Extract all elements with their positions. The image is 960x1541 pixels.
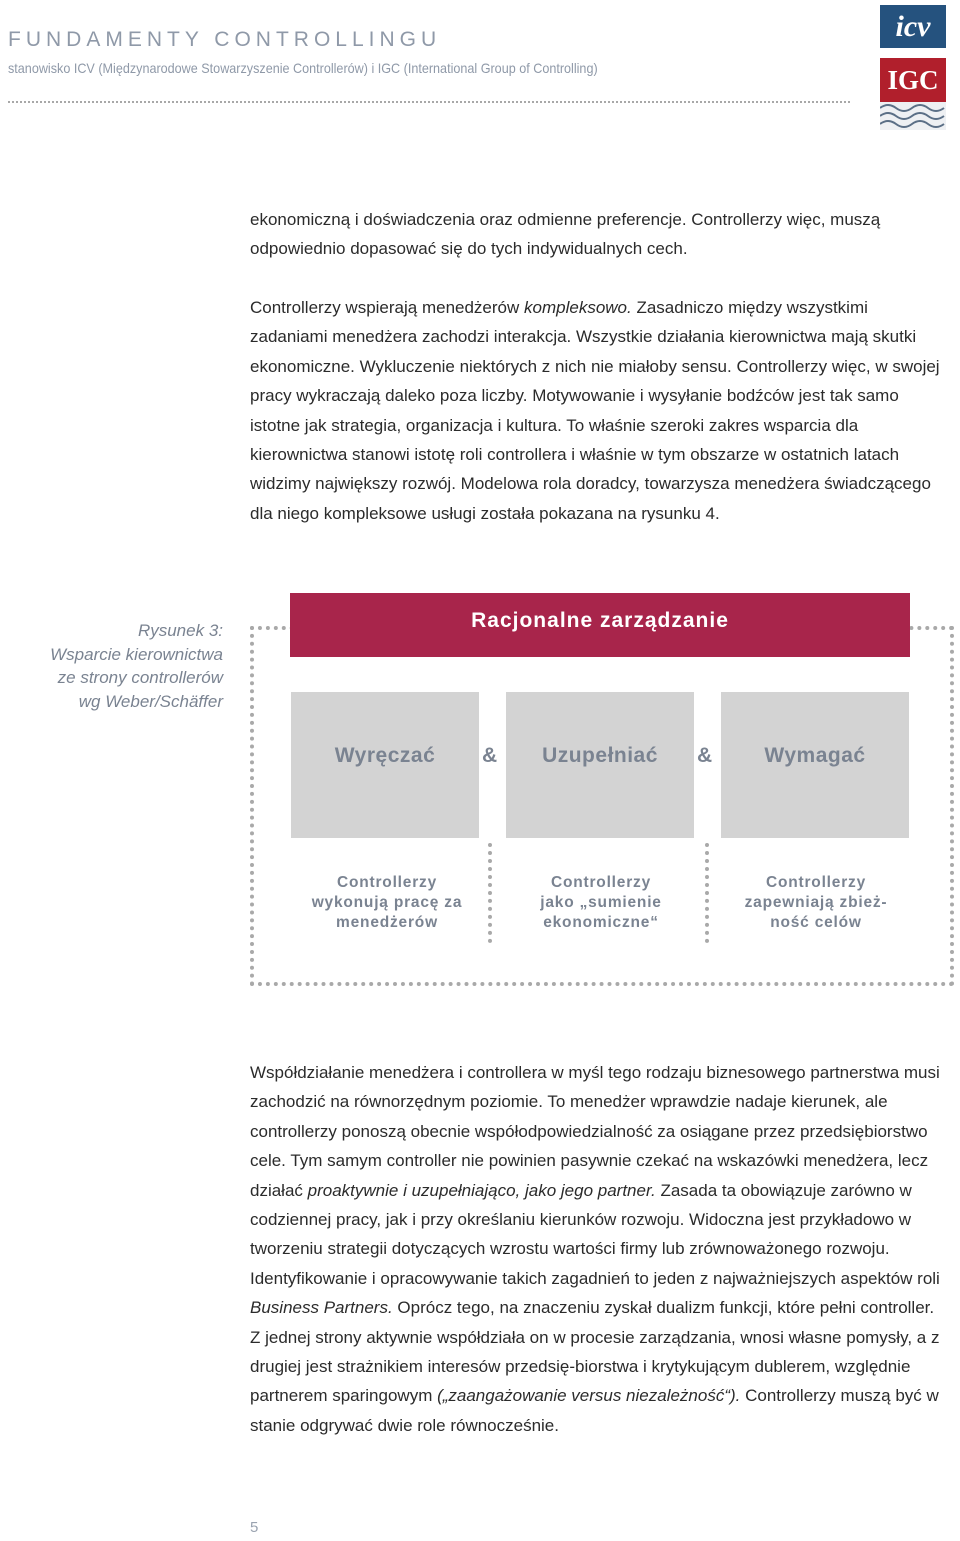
- figure-desc-2-line-1: Controllerzy: [550, 874, 652, 891]
- header-title: FUNDAMENTY CONTROLLINGU: [8, 28, 442, 51]
- figure-desc-1-line-2: wykonują pracę za: [311, 894, 463, 911]
- figure-ampersand-2: &: [697, 744, 713, 767]
- paragraph-3-text-a: Współdziałanie menedżera i controllera w myśl tego rodzaju biznesowego partnerstwa musi zachodzić na równorzędnym poziomie. To menedżer wprawdzie nadaje kierunek, ale controllerzy ponoszą obecnie współodpowiedzialność za osiągane przez przedsiębiorstwo cele. Tym samym controller nie powinien pasywnie czekać na wskazówki menedżera, lecz działać: [250, 1063, 940, 1200]
- figure-divider-2: [705, 843, 709, 943]
- paragraph-2-emphasis: kompleksowo.: [524, 298, 632, 317]
- paragraph-2: [250, 293, 940, 528]
- page-number: 5: [250, 1519, 259, 1536]
- paragraph-3-emphasis-3: („zaangażowanie versus niezależność“).: [437, 1386, 741, 1406]
- paragraph-1: [250, 205, 940, 264]
- figure-caption-line-3: ze strony controllerów: [57, 668, 223, 687]
- figure-ampersand-1: &: [482, 744, 498, 767]
- figure-desc-1-line-1: Controllerzy: [336, 874, 438, 891]
- rope-pattern-icon: [880, 102, 946, 130]
- figure-label-3: Wymagać: [764, 744, 866, 767]
- figure-desc-1-line-3: menedżerów: [336, 914, 438, 931]
- paragraph-3-text-d: Controllerzy muszą być w stanie odgrywać dwie role równocześnie.: [250, 1386, 939, 1435]
- header-subtitle: stanowisko ICV (Międzynarodowe Stowarzyszenie Controllerów) i IGC (International Group of Controlling): [8, 60, 598, 76]
- figure-desc-1: [292, 873, 482, 933]
- figure-desc-2-line-2: jako „sumienie: [540, 894, 662, 911]
- figure-divider-1: [488, 843, 492, 943]
- figure-caption-line-2: Wsparcie kierownictwa: [50, 644, 223, 664]
- figure-desc-3-line-3: ność celów: [770, 914, 862, 931]
- figure-desc-2: [506, 873, 696, 933]
- paragraph-2-text-a: Controllerzy wspierają menedżerów: [250, 298, 525, 317]
- figure-desc-3: [721, 873, 911, 933]
- paragraph-3-text-b: Zasada ta obowiązuje zarówno w codziennej pracy, jak i przy określaniu kierunków rozwoju. Widoczna jest przykładowo w tworzeniu strategii dotyczących wzrostu wartości firmy lub zrównoważonego rozwoju. Identyfikowanie i opracowywanie takich zagadnień to jeden z najważniejszych aspektów roli: [250, 1180, 940, 1288]
- paragraph-3-text-c: Oprócz tego, na znaczeniu zyskał dualizm funkcji, które pełni controller. Z jednej strony aktywnie współdziała on w procesie zarządzania, wnosi własne pomysły, a z drugiej jest strażnikiem interesów przedsię-biorstwa i krytykującym dublerem, względnie partnerem sparingowym: [250, 1298, 940, 1406]
- figure-label-1: Wyręczać: [334, 744, 436, 767]
- figure-caption-line-1: Rysunek 3:: [137, 621, 223, 640]
- figure-caption: [10, 619, 223, 713]
- figure-top-bar: Racjonalne zarządzanie: [290, 593, 910, 657]
- paragraph-2-text-b: Zasadniczo między wszystkimi zadaniami menedżera zachodzi interakcja. Wszystkie działania kierownictwa mają skutki ekonomiczne. Wykluczenie niektórych z nich nie miałoby sensu. Controllerzy więc, w swojej pracy wykraczają daleko poza liczby. Motywowanie i wysyłanie bodźców jest tak samo istotne jak strategia, organizacja i kultura. To właśnie szeroki zakres wsparcia dla kierownictwa stanowi istotę roli controllera i właśnie w tym obszarze w ostatnich latach widzimy największy rozwój. Modelowa rola doradcy, towarzysza menedżera świadczącego dla niego kompleksowe usługi została pokazana na rysunku 4.: [250, 298, 940, 523]
- figure-desc-3-line-2: zapewniają zbież-: [744, 894, 888, 911]
- paragraph-3-emphasis-2: Business Partners.: [250, 1298, 393, 1318]
- figure-desc-3-line-1: Controllerzy: [765, 874, 867, 891]
- header-dotted-rule: [8, 101, 850, 103]
- paragraph-1-text: ekonomiczną i doświadczenia oraz odmienne preferencje. Controllerzy więc, muszą odpowiednio dopasować się do tych indywidualnych cech.: [250, 210, 881, 259]
- paragraph-3: [250, 1058, 940, 1440]
- figure-desc-2-line-3: ekonomiczne“: [543, 914, 659, 931]
- igc-logo: IGC: [880, 58, 946, 102]
- icv-logo: icv: [880, 5, 946, 48]
- figure-label-2: Uzupełniać: [542, 744, 658, 767]
- paragraph-3-emphasis-1: proaktywnie i uzupełniająco, jako jego partner.: [307, 1180, 656, 1200]
- figure-caption-line-4: wg Weber/Schäffer: [78, 691, 223, 711]
